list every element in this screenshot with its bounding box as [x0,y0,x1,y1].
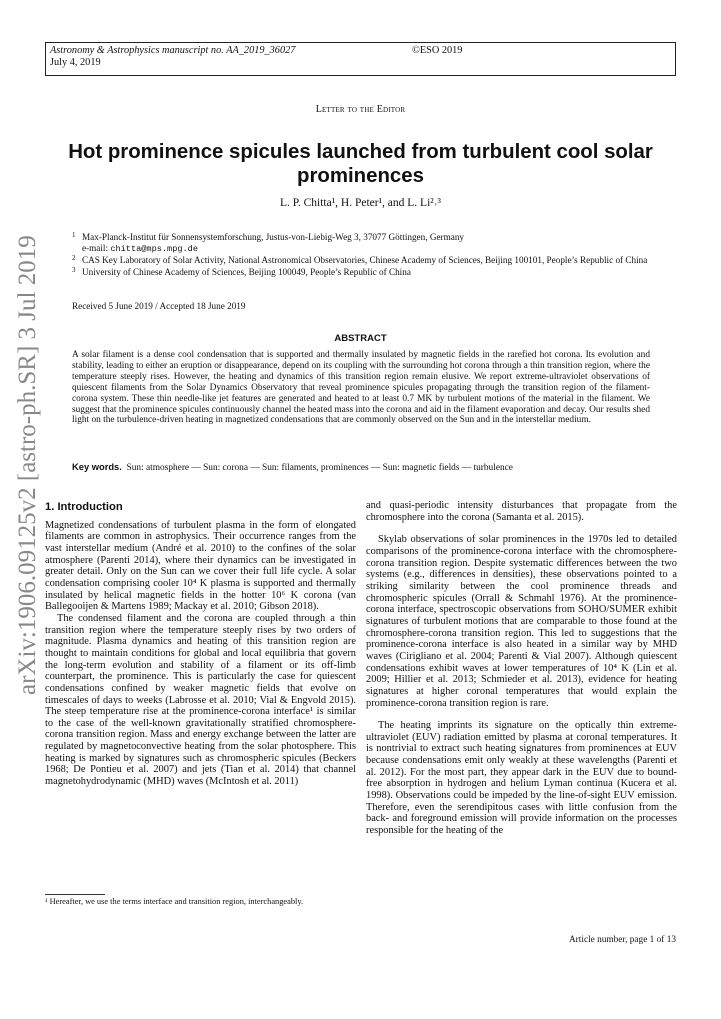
paragraph: The condensed filament and the corona are coupled through a thin transition region where the temperature steeply rises by two orders of magnitude. Plasma dynamics and heating of this transition region are thought to maintain conditions for global and local equilibria that govern the long-term evolution and stability of a filament or its off-limb counterpart, the prominence. This is particularly the case for quiescent condensations confined by weaker magnetic fields that evolve on timescales of days to weeks (Labrosse et al. 2010; Vial & Engvold 2015). The steep temperature rise at the prominence-corona interface¹ is similar to the case of the well-known gravitationally stratified chromosphere-corona transition region. Mass and energy exchange between the latter are regulated by magnetoconvective heating from the solar photosphere. This heating is marked by signatures such as chromospheric spicules (Beckers 1968; De Pontieu et al. 2007) and jets (Tian et al. 2014) that channel magnetohydrodynamic (MHD) waves (McIntosh et al. 2011) [45,612,356,788]
journal-line: Astronomy & Astrophysics manuscript no. AA_2019_36027 [50,45,296,56]
page-number: Article number, page 1 of 13 [568,935,676,945]
footnote-rule [45,894,105,895]
paragraph: The heating imprints its signature on the optically thin extreme-ultraviolet (EUV) radiation emitted by plasma at coronal temperatures. It is nontrivial to extract such heating signatures from prominences at EUV because condensations emit only weakly at these wavelengths (Parenti et al. 2012). For the most part, they appear dark in the EUV due to bound-free absorption in hydrogen and helium Lyman continua (Kucera et al. 1998). Observations could be impeded by the line-of-sight EUV emission. Therefore, even the serendipitous cases with little confusion from the back- and foreground emission will provide information on the processes responsible for the heating of the [366,720,677,837]
received-dates: Received 5 June 2019 / Accepted 18 June 2019 [72,301,246,311]
affiliation-3: 3 University of Chinese Academy of Sciences, Beijing 100049, People’s Republic of China [72,265,411,277]
affiliation-2: 2 CAS Key Laboratory of Solar Activity, National Astronomical Observatories, Chinese Academy of Sciences, Beijing 100101, People’s Republic of China [72,254,648,266]
affiliations [72,232,662,278]
left-column [45,498,356,788]
paragraph: and quasi-periodic intensity disturbances that propagate from the chromosphere into the corona (Samanta et al. 2015). [366,500,677,523]
right-column [366,500,677,837]
affiliation-1: 1 Max-Planck-Institut für Sonnensystemforschung, Justus-von-Liebig-Weg 3, 37077 Göttingen, Germany e-mail: chitta@mps.mpg.de [72,231,465,255]
paper-title: Hot prominence spicules launched from turbulent cool solar prominences [68,141,653,187]
paragraph: Magnetized condensations of turbulent plasma in the form of elongated filaments are common in astrophysics. Their occurrence ranges from the vast interstellar medium (André et al. 2010) to the confines of the solar atmosphere (Parenti 2014), where their dynamics can be investigated in greater detail. Only on the Sun can we cover their full life cycle. A solar condensation comprising cooler 10⁴ K plasma is supported and thermally insulated by helical magnetic fields in the hotter 10⁶ K corona (van Ballegooijen & Martens 1989; Mackay et al. 2010; Gibson 2018). [45,519,356,613]
manuscript-date: July 4, 2019 [50,57,101,68]
manuscript-header-box [45,42,676,76]
section-heading-introduction: 1. Introduction [45,501,123,513]
section-type: Letter to the Editor [315,104,406,115]
email-link[interactable]: chitta@mps.mpg.de [110,244,198,255]
footnote: ¹ Hereafter, we use the terms interface and transition region, interchangeably. [45,897,304,906]
abstract-text: A solar filament is a dense cool condensation that is supported and thermally insulated by magnetic fields in the rarefied hot corona. Its evolution and stability, leading to either an eruption or disappearance, depend on its coupling with the surrounding hot corona through a thin transition region, where the temperature steeply rises. However, the heating and dynamics of this transition region remain elusive. We report extreme-ultraviolet observations of quiescent filaments from the Solar Dynamics Observatory that reveal prominence spicules propagating through the transition region of the filament-corona system. These thin needle-like jet features are generated and heated to at least 0.7 MK by turbulent motions of the material in the filament. We suggest that the prominence spicules continuously channel the heated mass into the corona and aid in the filament evaporation and decay. Our results shed light on the turbulence-driven heating in magnetized condensations that are commonly observed on the Sun and in the interstellar medium. [72,350,650,426]
keywords: Key words. Sun: atmosphere — Sun: corona — Sun: filaments, prominences — Sun: magnetic fields — turbulence [72,462,513,473]
author-list: L. P. Chitta¹, H. Peter¹, and L. Li²˒³ [279,197,442,209]
copyright: ©ESO 2019 [412,45,463,56]
paragraph: Skylab observations of solar prominences in the 1970s led to detailed comparisons of the prominence-corona interface with the chromosphere-corona transition region. Despite systematic differences between the two systems (e.g., differences in densities), these observations pointed to a striking similarity between the cool prominence threads and chromospheric spicules (Orrall & Schmahl 1976). At the prominence-corona interface, spectroscopic observations from SOHO/SUMER exhibit signatures of turbulent motions that are comparable to those found at the chromosphere-corona transition region. This led to suggestions that the prominence-corona interface is also heated in a similar way by MHD waves (Cirigliano et al. 2004; Parenti & Vial 2007). Although quiescent condensations exhibit waves at lower temperatures of 10⁴ K (Lin et al. 2009; Hillier et al. 2013; Schmieder et al. 2013), evidence for heating signatures at higher coronal temperatures that would explain the prominence-corona transition region is rare. [366,534,677,709]
abstract-heading: ABSTRACT [334,333,387,344]
